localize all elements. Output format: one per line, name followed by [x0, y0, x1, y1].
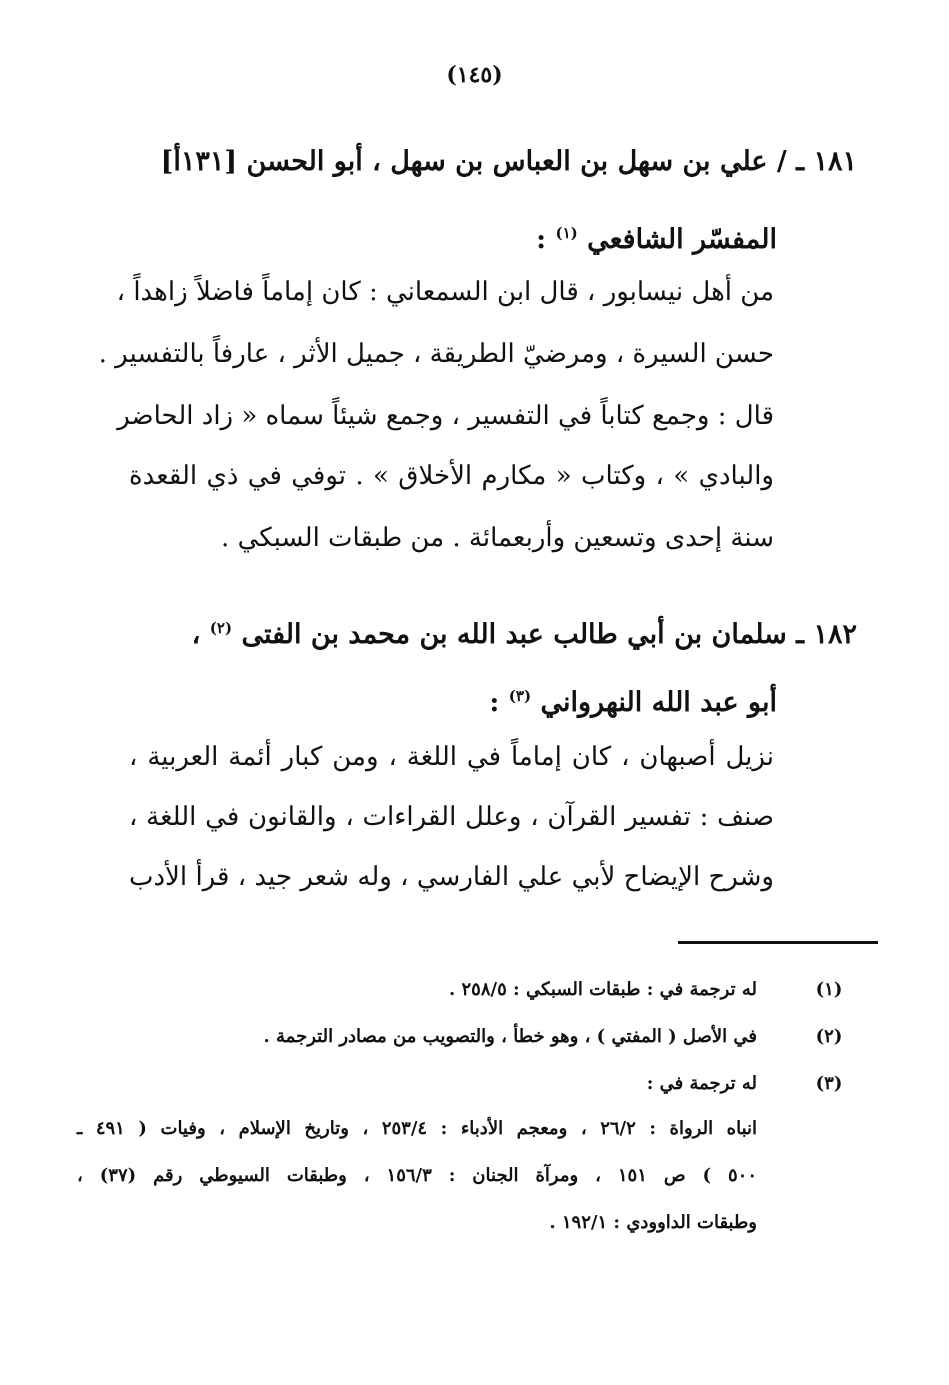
entry-181-line: سنة إحدى وتسعين وأربعمائة . من طبقات السبكي . [221, 523, 774, 553]
entry-182-subheading-colon: : [489, 687, 500, 718]
entry-181-heading: ١٨١ ـ / علي بن سهل بن العباس بن سهل ، أبو الحسن [١٣١أ] [160, 146, 857, 177]
entry-181-line: قال : وجمع كتاباً في التفسير ، وجمع شيئاً سماه « زاد الحاضر [117, 401, 774, 431]
footnote-text: له ترجمة في : [646, 1073, 757, 1094]
footnote-3-continuation: ٥٠٠ ) ص ١٥١ ، ومرآة الجنان : ١٥٦/٣ ، وطبقات السيوطي رقم (٣٧) ، [77, 1165, 758, 1186]
footnote-separator [678, 941, 878, 944]
footnote-text: له ترجمة في : طبقات السبكي : ٢٥٨/٥ . [448, 979, 757, 1000]
entry-181-line: والبادي » ، وكتاب « مكارم الأخلاق » . توفي في ذي القعدة [129, 461, 774, 491]
entry-181-subheading-text: المفسّر الشافعي [587, 224, 777, 255]
footnote-ref-3: (٣) [508, 687, 532, 705]
entry-181-subheading-colon: : [536, 224, 547, 255]
entry-182-subheading [117, 668, 777, 731]
footnote-ref-1: (١) [555, 224, 578, 242]
footnote-ref-2: (٢) [209, 619, 233, 637]
entry-181-line: حسن السيرة ، ومرضيّ الطريقة ، جميل الأثر ، عارفاً بالتفسير . [98, 339, 774, 369]
footnote-marker: (٢) [815, 1026, 843, 1047]
entry-181-subheading [117, 205, 777, 268]
entry-182-line: وشرح الإيضاح لأبي علي الفارسي ، وله شعر جيد ، قرأ الأدب [129, 862, 774, 892]
entry-182-heading [117, 600, 857, 663]
footnote-text: في الأصل ( المفتي ) ، وهو خطأ ، والتصويب من مصادر الترجمة . [263, 1026, 757, 1047]
footnote-marker: (١) [815, 979, 843, 1000]
footnote-3-continuation: وطبقات الداوودي : ١٩٢/١ . [549, 1212, 757, 1233]
footnote-marker: (٣) [815, 1073, 843, 1094]
entry-182-heading-text: ١٨٢ ـ سلمان بن أبي طالب عبد الله بن محمد بن الفتى [241, 619, 857, 650]
entry-182-line: صنف : تفسير القرآن ، وعلل القراءات ، والقانون في اللغة ، [129, 802, 774, 832]
footnote-3-continuation: انباه الرواة : ٢٦/٢ ، ومعجم الأدباء : ٢٥٣/٤ ، وتاريخ الإسلام ، وفيات ( ٤٩١ ـ [77, 1118, 758, 1139]
entry-181-line: من أهل نيسابور ، قال ابن السمعاني : كان إماماً فاضلاً زاهداً ، [116, 277, 774, 307]
page-number: (١٤٥) [446, 62, 503, 88]
entry-182-line: نزيل أصبهان ، كان إماماً في اللغة ، ومن كبار أئمة العربية ، [129, 742, 774, 772]
entry-182-heading-comma: ، [191, 619, 201, 650]
entry-182-subheading-text: أبو عبد الله النهرواني [540, 687, 777, 718]
